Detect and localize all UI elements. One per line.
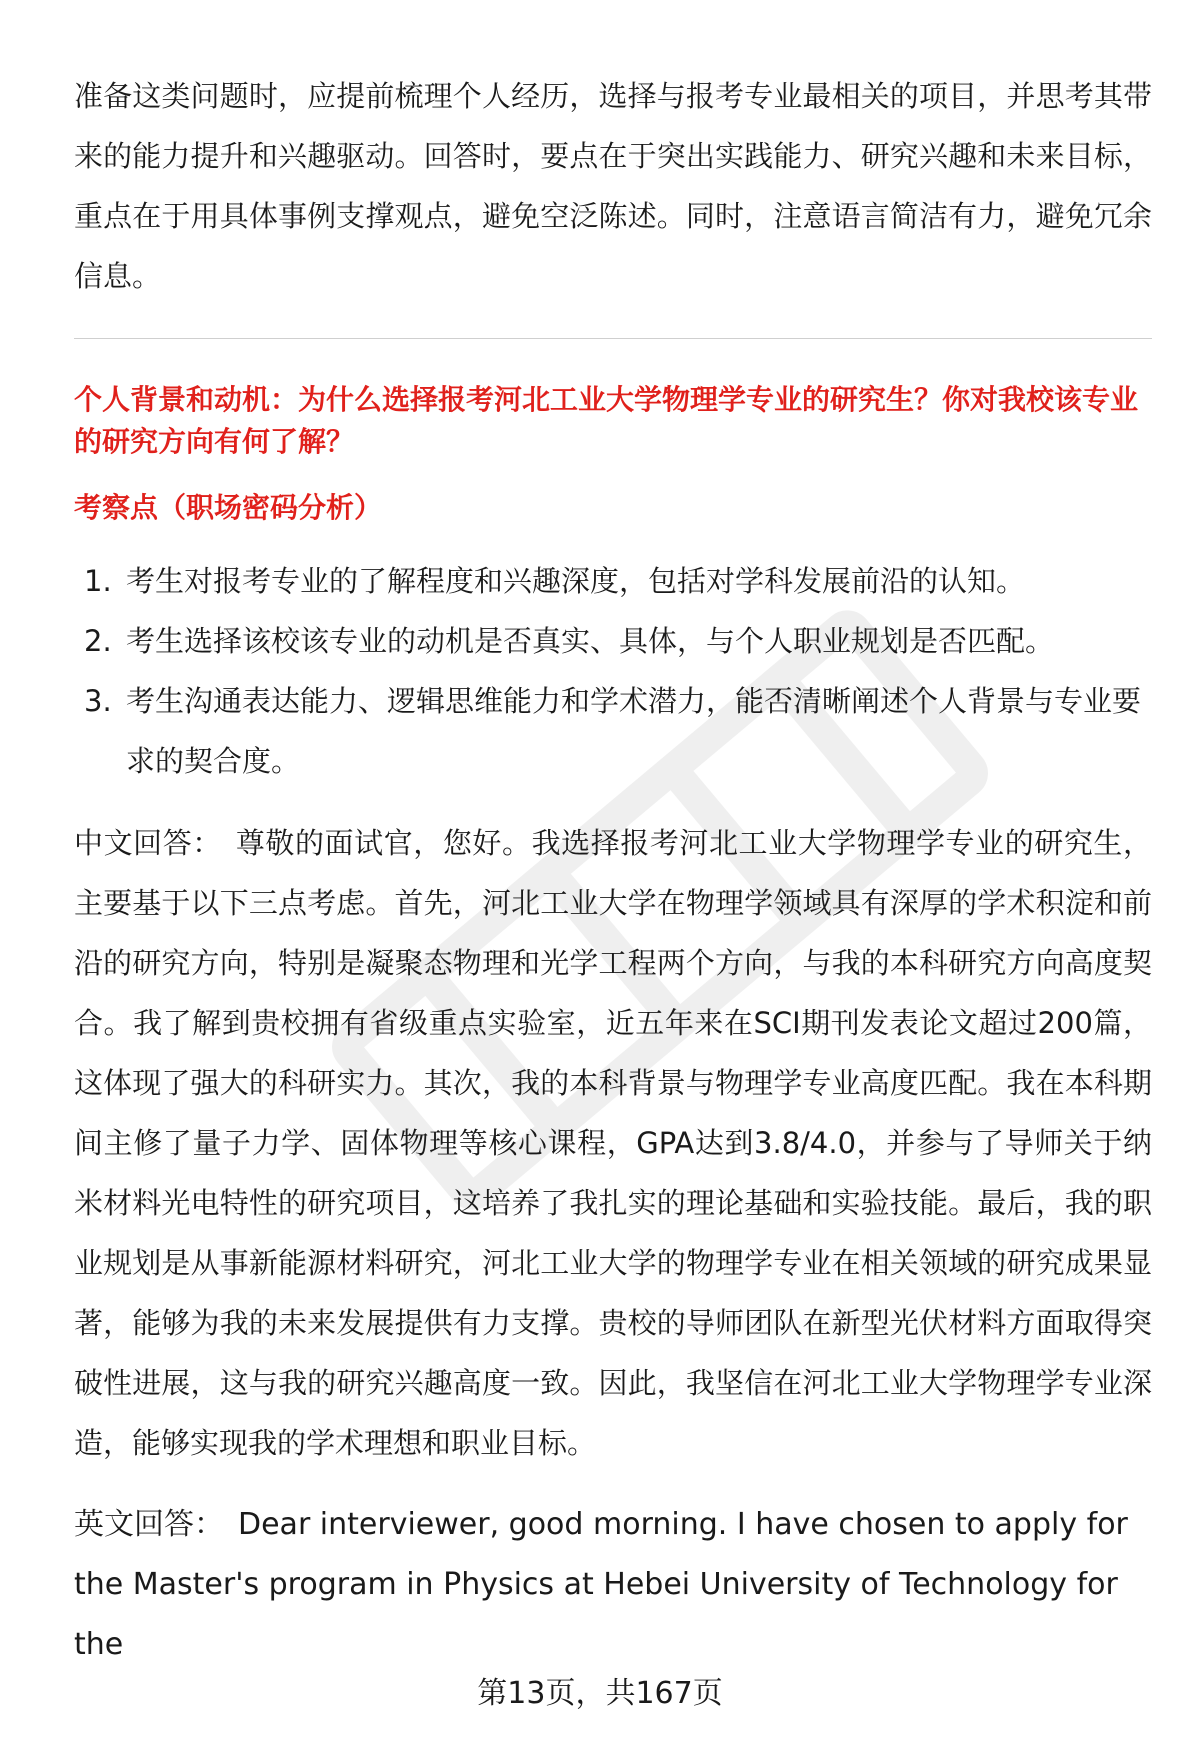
chinese-answer-label: 中文回答：	[74, 826, 222, 860]
english-answer	[74, 1495, 1152, 1675]
chinese-answer-text: 尊敬的面试官，您好。我选择报考河北工业大学物理学专业的研究生，主要基于以下三点考虑。首先，河北工业大学在物理学领域具有深厚的学术积淀和前沿的研究方向，特别是凝聚态物理和光学工程两个方向，与我的本科研究方向高度契合。我了解到贵校拥有省级重点实验室，近五年来在SCI期刊发表论文超过200篇，这体现了强大的科研实力。其次，我的本科背景与物理学专业高度匹配。我在本科期间主修了量子力学、固体物理等核心课程，GPA达到3.8/4.0，并参与了导师关于纳米材料光电特性的研究项目，这培养了我扎实的理论基础和实验技能。最后，我的职业规划是从事新能源材料研究，河北工业大学的物理学专业在相关领域的研究成果显著，能够为我的未来发展提供有力支撑。贵校的导师团队在新型光伏材料方面取得突破性进展，这与我的研究兴趣高度一致。因此，我坚信在河北工业大学物理学专业深造，能够实现我的学术理想和职业目标。	[74, 826, 1152, 1460]
list-item-number: 1.	[84, 564, 112, 598]
analysis-list	[74, 551, 1152, 791]
list-item-text: 考生对报考专业的了解程度和兴趣深度，包括对学科发展前沿的认知。	[126, 564, 1026, 598]
list-item-text: 考生沟通表达能力、逻辑思维能力和学术潜力，能否清晰阐述个人背景与专业要求的契合度。	[126, 684, 1142, 778]
list-item	[74, 611, 1152, 671]
list-item-number: 3.	[84, 684, 112, 718]
analysis-heading: 考察点（职场密码分析）	[74, 491, 383, 524]
question-heading: 个人背景和动机：为什么选择报考河北工业大学物理学专业的研究生？你对我校该专业的研究方向有何了解？	[74, 383, 1139, 458]
chinese-answer	[74, 813, 1152, 1473]
page-number: 第13页，共167页	[477, 1676, 723, 1711]
list-item-text: 考生选择该校该专业的动机是否真实、具体，与个人职业规划是否匹配。	[126, 624, 1055, 658]
list-item	[74, 671, 1152, 791]
intro-paragraph: 准备这类问题时，应提前梳理个人经历，选择与报考专业最相关的项目，并思考其带来的能力提升和兴趣驱动。回答时，要点在于突出实践能力、研究兴趣和未来目标，重点在于用具体事例支撑观点，避免空泛陈述。同时，注意语言简洁有力，避免冗余信息。	[74, 79, 1152, 293]
section-divider	[74, 338, 1152, 339]
list-item-number: 2.	[84, 624, 112, 658]
document-page	[74, 66, 1152, 1675]
english-answer-label: 英文回答：	[74, 1507, 224, 1542]
english-answer-text: Dear interviewer, good morning. I have chosen to apply for the Master's program in Physics at Hebei University of Technology for the	[74, 1507, 1128, 1662]
list-item	[74, 551, 1152, 611]
